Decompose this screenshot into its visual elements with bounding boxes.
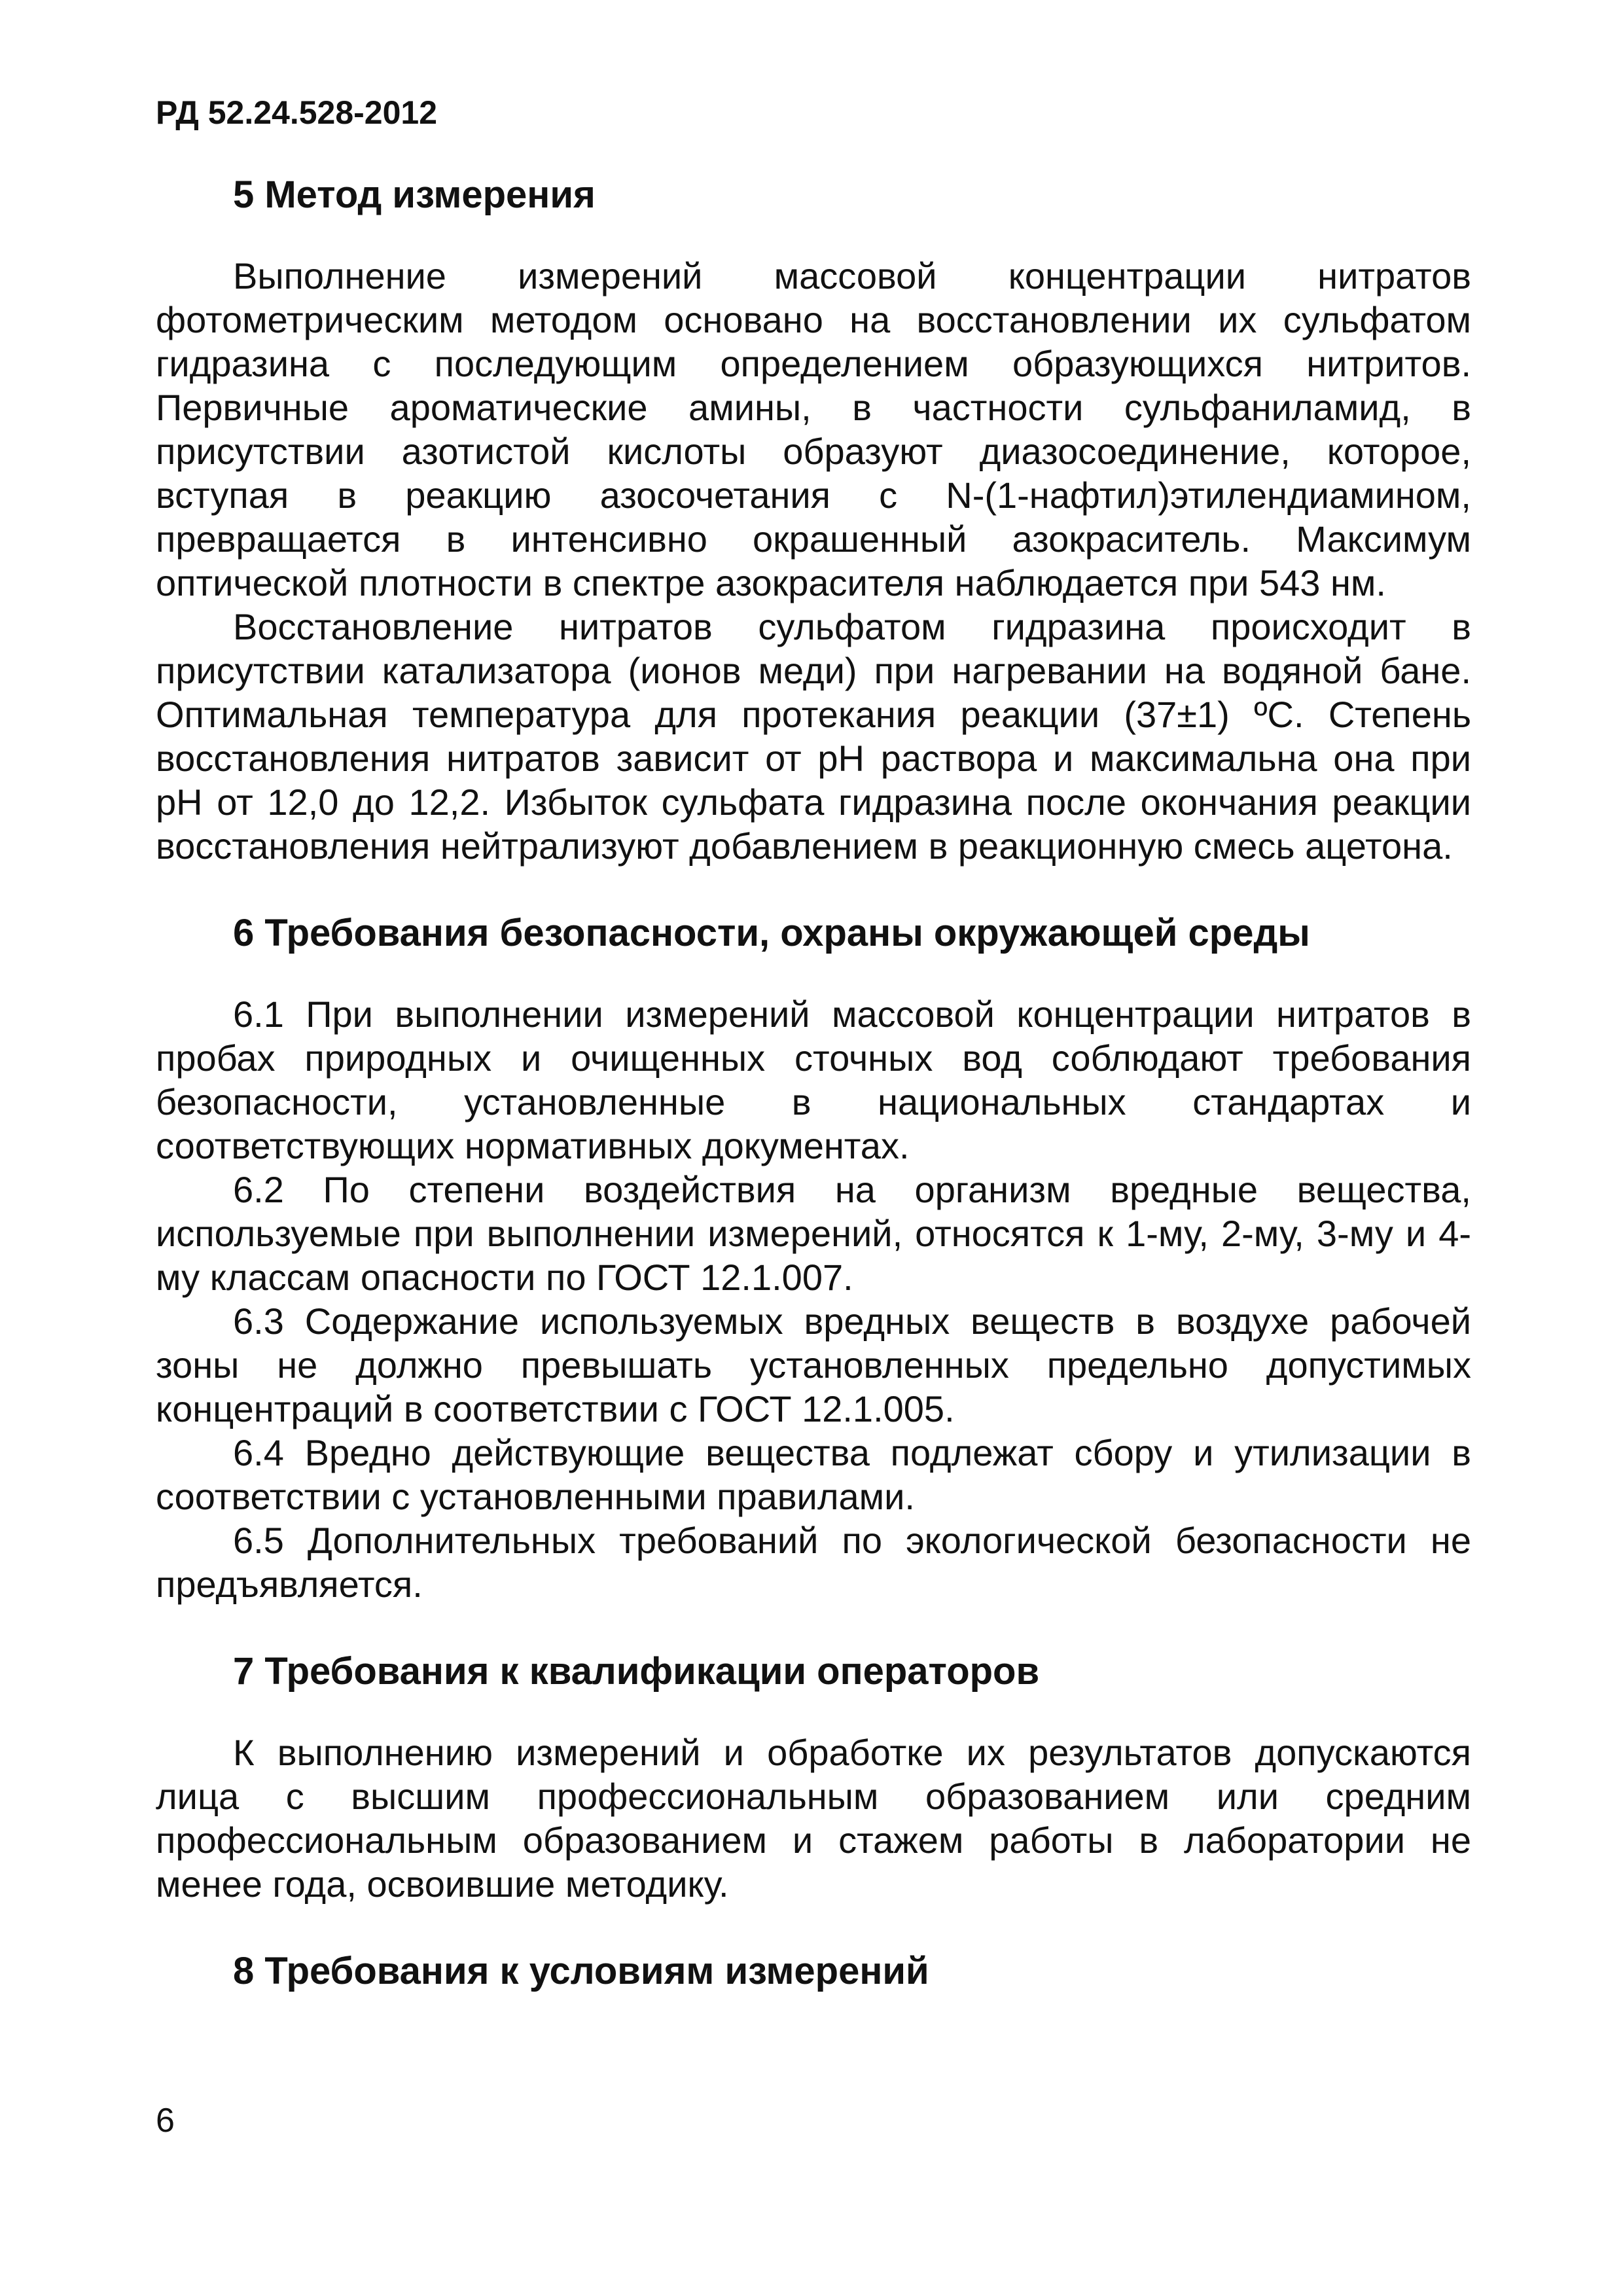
section-5 xyxy=(156,171,1471,868)
section-5-paragraph-1: Выполнение измерений массовой концентрации нитратов фотометрическим методом основано на восстановлении их сульфатом гидразина с последующим определением образующихся нитритов. Первичные ароматические амины, в частности сульфаниламид, в присутствии азотистой кислоты образуют диазосоединение, которое, вступая в реакцию азосочетания с N-(1-нафтил)этилендиамином, превращается в интенсивно окрашенный азокраситель. Максимум оптической плотности в спектре азокрасителя наблюдается при 543 нм. xyxy=(156,255,1471,603)
section-6-item-2: 6.2 По степени воздействия на организм вредные вещества, используемые при выполнении измерений, относятся к 1-му, 2-му, 3-му и 4-му классам опасности по ГОСТ 12.1.007. xyxy=(156,1169,1471,1298)
section-6-item-4: 6.4 Вредно действующие вещества подлежат сбору и утилизации в соответствии с установленными правилами. xyxy=(156,1432,1471,1517)
section-7-title: 7 Требования к квалификации операторов xyxy=(233,1650,1040,1693)
section-7 xyxy=(156,1648,1471,1906)
section-8-title: 8 Требования к условиям измерений xyxy=(233,1950,929,1992)
document-content xyxy=(156,171,1471,2037)
section-6-item-1: 6.1 При выполнении измерений массовой концентрации нитратов в пробах природных и очищенных сточных вод соблюдают требования безопасности, установленные в национальных стандартах и соответствующих нормативных документах. xyxy=(156,994,1471,1166)
section-8 xyxy=(156,1948,1471,1995)
section-6-item-3: 6.3 Содержание используемых вредных веществ в воздухе рабочей зоны не должно превышать установленных предельно допустимых концентраций в соответствии с ГОСТ 12.1.005. xyxy=(156,1300,1471,1429)
section-6-item-5: 6.5 Дополнительных требований по экологической безопасности не предъявляется. xyxy=(156,1520,1471,1605)
document-code: РД 52.24.528-2012 xyxy=(156,94,438,131)
page-number: 6 xyxy=(156,2102,175,2140)
section-5-title: 5 Метод измерения xyxy=(233,173,596,216)
section-6-title: 6 Требования безопасности, охраны окружающей среды xyxy=(233,912,1310,954)
section-5-paragraph-2: Восстановление нитратов сульфатом гидразина происходит в присутствии катализатора (ионов меди) при нагревании на водяной бане. Оптимальная температура для протекания реакции (37±1) ºС. Степень восстановления нитратов зависит от рН раствора и максимальна она при рН от 12,0 до 12,2. Избыток сульфата гидразина после окончания реакции восстановления нейтрализуют добавлением в реакционную смесь ацетона. xyxy=(156,606,1471,867)
section-7-paragraph-1: К выполнению измерений и обработке их результатов допускаются лица с высшим профессиональным образованием или средним профессиональным образованием и стажем работы в лаборатории не менее года, освоившие методику. xyxy=(156,1732,1471,1905)
section-6 xyxy=(156,910,1471,1606)
